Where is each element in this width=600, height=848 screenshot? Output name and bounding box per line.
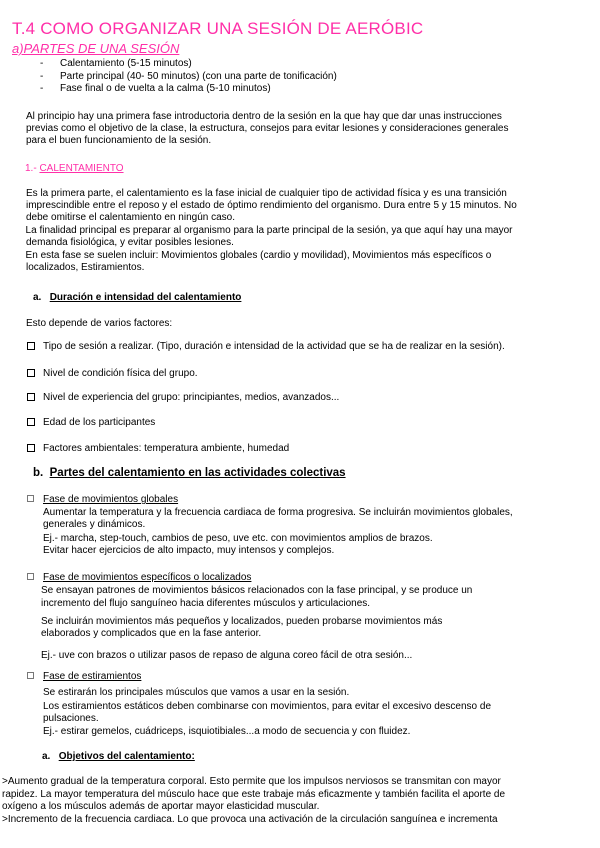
list-item: - Fase final o de vuelta a la calma (5-10 minutos) <box>40 83 271 94</box>
text-line: oxígeno a los músculos además de aportar mayor elasticidad muscular. <box>2 801 320 812</box>
text-line: La finalidad principal es preparar al organismo para la parte principal de la sesión, ya que aquí hay una mayor <box>20 225 513 236</box>
list-item: - Calentamiento (5-15 minutos) <box>40 58 192 69</box>
list-item: Tipo de sesión a realizar. (Tipo, duración e intensidad de la actividad que se ha de realizar en la sesión). <box>27 341 505 352</box>
square-bullet-icon <box>27 573 34 580</box>
text-line: Ej.- uve con brazos o utilizar pasos de repaso de alguna coreo fácil de otra sesión... <box>41 650 413 661</box>
list-item: Nivel de experiencia del grupo: principiantes, medios, avanzados... <box>27 392 339 403</box>
text-line: >Incremento de la frecuencia cardiaca. Lo que provoca una activación de la circulación sanguínea e incrementa <box>2 814 498 825</box>
text-line: localizados, Estiramientos. <box>26 262 145 273</box>
warmup-heading: 1.- CALENTAMIENTO <box>25 163 124 174</box>
objectives-heading: a. Objetivos del calentamiento: <box>42 751 195 762</box>
square-bullet-icon <box>27 495 34 502</box>
text-line: Se incluirán movimientos más pequeños y localizados, pueden probarse movimientos más <box>41 616 443 627</box>
list-item: Edad de los participantes <box>27 417 155 428</box>
square-bullet-icon <box>27 672 34 679</box>
text-line: rapidez. La mayor temperatura del músculo hace que este trabaje más eficazmente y también facilita el aporte de <box>2 789 506 800</box>
text-line: para el buen funcionamiento de la sesión. <box>26 135 212 146</box>
section-subtitle: a)PARTES DE UNA SESIÓN <box>12 41 180 56</box>
session-parts-list <box>40 58 337 96</box>
collective-parts-heading: b. Partes del calentamiento en las actividades colectivas <box>33 467 346 479</box>
text-line: incremento del flujo sanguíneo hacia diferentes músculos y articulaciones. <box>41 598 371 609</box>
checkbox-icon <box>27 444 35 452</box>
text-line: Evitar hacer ejercicios de alto impacto, muy intensos y complejos. <box>43 545 335 556</box>
text-line: generales y dinámicos. <box>43 519 146 530</box>
text-line: Ej.- marcha, step-touch, cambios de peso, uve etc. con movimientos amplios de brazos. <box>43 533 433 544</box>
checkbox-icon <box>27 342 35 350</box>
text-line: elaborados y complicados que en la fase anterior. <box>41 628 262 639</box>
phase-stretch-title: Fase de estiramientos <box>27 671 141 682</box>
text-line: Al principio hay una primera fase introductoria dentro de la sesión en la que hay que dar unas instrucciones <box>26 111 502 122</box>
text-line: previas como el objetivo de la clase, la estructura, consejos para evitar lesiones y consideraciones generales <box>26 123 509 134</box>
text-line: imprescindible entre el reposo y el estado de óptimo rendimiento del organismo. Dura entre 5 y 15 minutos. No <box>26 200 517 211</box>
text-line: Se estirarán los principales músculos que vamos a usar en la sesión. <box>43 687 350 698</box>
text-line: Aumentar la temperatura y la frecuencia cardiaca de forma progresiva. Se incluirán movimientos globales, <box>43 507 513 518</box>
text-line: Se ensayan patrones de movimientos básicos relacionados con la fase principal, y se produce un <box>41 585 473 596</box>
checkbox-icon <box>27 418 35 426</box>
text-line: demanda fisiológica, y evitar posibles lesiones. <box>26 237 234 248</box>
text-line: Ej.- estirar gemelos, cuádriceps, isquiotibiales...a modo de secuencia y con fluidez. <box>43 726 411 737</box>
factors-intro: Esto depende de varios factores: <box>26 318 173 329</box>
text-line: >Aumento gradual de la temperatura corporal. Esto permite que los impulsos nerviosos se transmitan con mayor <box>2 776 501 787</box>
list-item: Nivel de condición física del grupo. <box>27 368 198 379</box>
phase-global-title: Fase de movimientos globales <box>27 494 178 505</box>
list-item: - Parte principal (40- 50 minutos) (con una parte de tonificación) <box>40 70 337 82</box>
list-item: Factores ambientales: temperatura ambiente, humedad <box>27 443 289 454</box>
duration-heading: a. Duración e intensidad del calentamiento <box>33 292 242 303</box>
text-line: Es la primera parte, el calentamiento es la fase inicial de cualquier tipo de actividad física y es una transición <box>26 188 507 199</box>
checkbox-icon <box>27 393 35 401</box>
page-title: T.4 COMO ORGANIZAR UNA SESIÓN DE AERÓBIC <box>12 19 424 38</box>
text-line: pulsaciones. <box>43 713 99 724</box>
text-line: En esta fase se suelen incluir: Movimientos globales (cardio y movilidad), Movimientos más específicos o <box>20 250 492 261</box>
phase-specific-title: Fase de movimientos específicos o localizados <box>27 572 251 583</box>
text-line: debe omitirse el calentamiento en ningún caso. <box>26 212 236 223</box>
checkbox-icon <box>27 369 35 377</box>
text-line: Los estiramientos estáticos deben combinarse con movimientos, para evitar el excesivo descenso de <box>43 701 492 712</box>
